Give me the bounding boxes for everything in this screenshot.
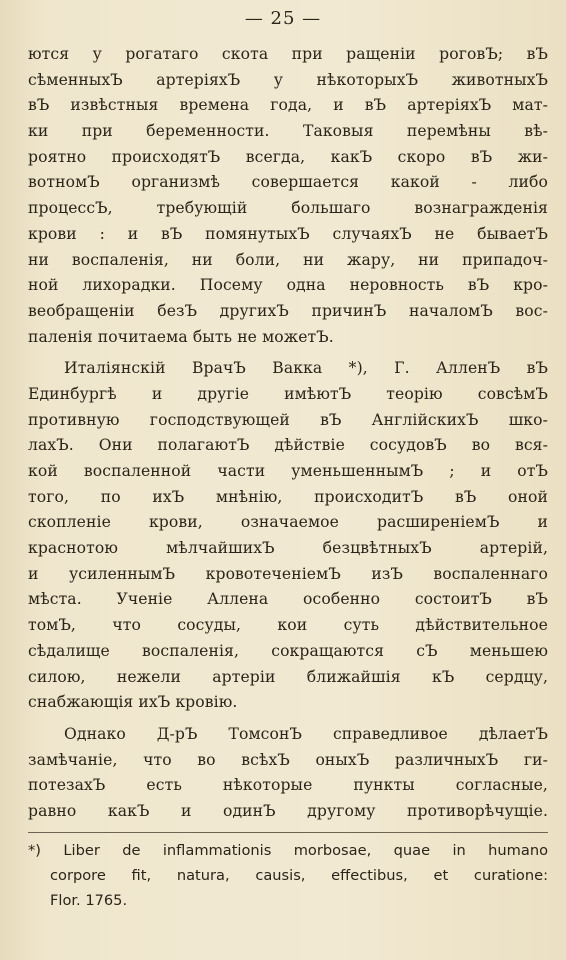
footnote-line: *) Liber de inflammationis morbosae, quae in humano bbox=[28, 842, 548, 859]
text-line: ни воспаленія, ни боли, ни жару, ни припадоч- bbox=[28, 250, 548, 269]
text-line: ются у рогатаго скота при ращеніи роговЪ; вЪ bbox=[28, 45, 548, 63]
paragraph-1 bbox=[28, 42, 548, 350]
text-line: кой воспаленной части уменьшеннымЪ ; и отЪ bbox=[28, 462, 548, 480]
text-line: крови : и вЪ помянутыхЪ случаяхЪ не бываетЪ bbox=[28, 224, 548, 243]
footnote-line: Flor. 1765. bbox=[50, 892, 128, 909]
page-number: — 25 — bbox=[244, 8, 322, 29]
text-line: снабжающія ихЪ кровію. bbox=[28, 693, 238, 712]
footnote-line: corpore fit, natura, causis, effectibus, et curatione: bbox=[50, 867, 548, 884]
paragraph-2 bbox=[28, 356, 548, 716]
text-line: того, по ихЪ мнѣнію, происходитЪ вЪ оной bbox=[28, 487, 548, 506]
text-line: процессЪ, требующій большаго вознагражденія bbox=[28, 199, 548, 218]
text-line: Италіянскій ВрачЪ Вакка *), Г. АлленЪ вЪ bbox=[64, 359, 548, 378]
text-line: сѣменныхЪ артеріяхЪ у нѣкоторыхЪ животныхЪ bbox=[28, 70, 548, 89]
text-line: сѣдалище воспаленія, сокращаются сЪ меньшею bbox=[28, 641, 548, 660]
text-line: лахЪ. Они полагаютЪ дѣйствіе сосудовЪ во вся- bbox=[28, 436, 548, 455]
text-line: Однако Д-рЪ ТомсонЪ справедливое дѣлаетЪ bbox=[64, 724, 548, 743]
text-line: и усиленнымЪ кровотеченіемЪ изЪ воспаленнаго bbox=[28, 564, 548, 583]
text-line: силою, нежели артеріи ближайшія кЪ сердцу, bbox=[28, 667, 548, 686]
text-line: томЪ, что сосуды, кои суть дѣйствительное bbox=[28, 616, 548, 635]
text-line: вотномЪ организмѣ совершается какой - либо bbox=[28, 173, 548, 192]
text-line: ной лихорадки. Посему одна неровность вЪ кро- bbox=[28, 276, 548, 295]
text-line: паленія почитаема быть не можетЪ. bbox=[28, 327, 334, 346]
text-line: скопленіе крови, означаемое расширеніемЪ и bbox=[28, 513, 548, 532]
footnote bbox=[28, 838, 548, 913]
text-line: равно какЪ и одинЪ другому противорѣчущіе. bbox=[28, 801, 548, 820]
text-line: ки при беременности. Таковыя перемѣны вѣ- bbox=[28, 122, 548, 141]
text-line: Единбургѣ и другіе имѣютЪ теорію совсѣмЪ bbox=[28, 384, 548, 403]
text-line: мѣста. Ученіе Аллена особенно состоитЪ вЪ bbox=[28, 590, 548, 609]
text-line: потезахЪ есть нѣкоторые пункты согласные, bbox=[28, 776, 548, 795]
main-text bbox=[28, 42, 548, 825]
text-line: противную господствующей вЪ АнглійскихЪ шко- bbox=[28, 410, 548, 429]
text-line: вЪ извѣстныя времена года, и вЪ артеріяхЪ мат- bbox=[28, 96, 548, 115]
text-line: роятно происходятЪ всегда, какЪ скоро вЪ жи- bbox=[28, 147, 548, 166]
text-line: замѣчаніе, что во всѣхЪ оныхЪ различныхЪ ги- bbox=[28, 750, 548, 769]
text-line: краснотою мѣлчайшихЪ безцвѣтныхЪ артерій, bbox=[28, 539, 548, 558]
paragraph-3 bbox=[28, 722, 548, 825]
footnote-divider bbox=[28, 832, 548, 833]
text-line: веобращеніи безЪ другихЪ причинЪ началомЪ вос- bbox=[28, 301, 548, 320]
